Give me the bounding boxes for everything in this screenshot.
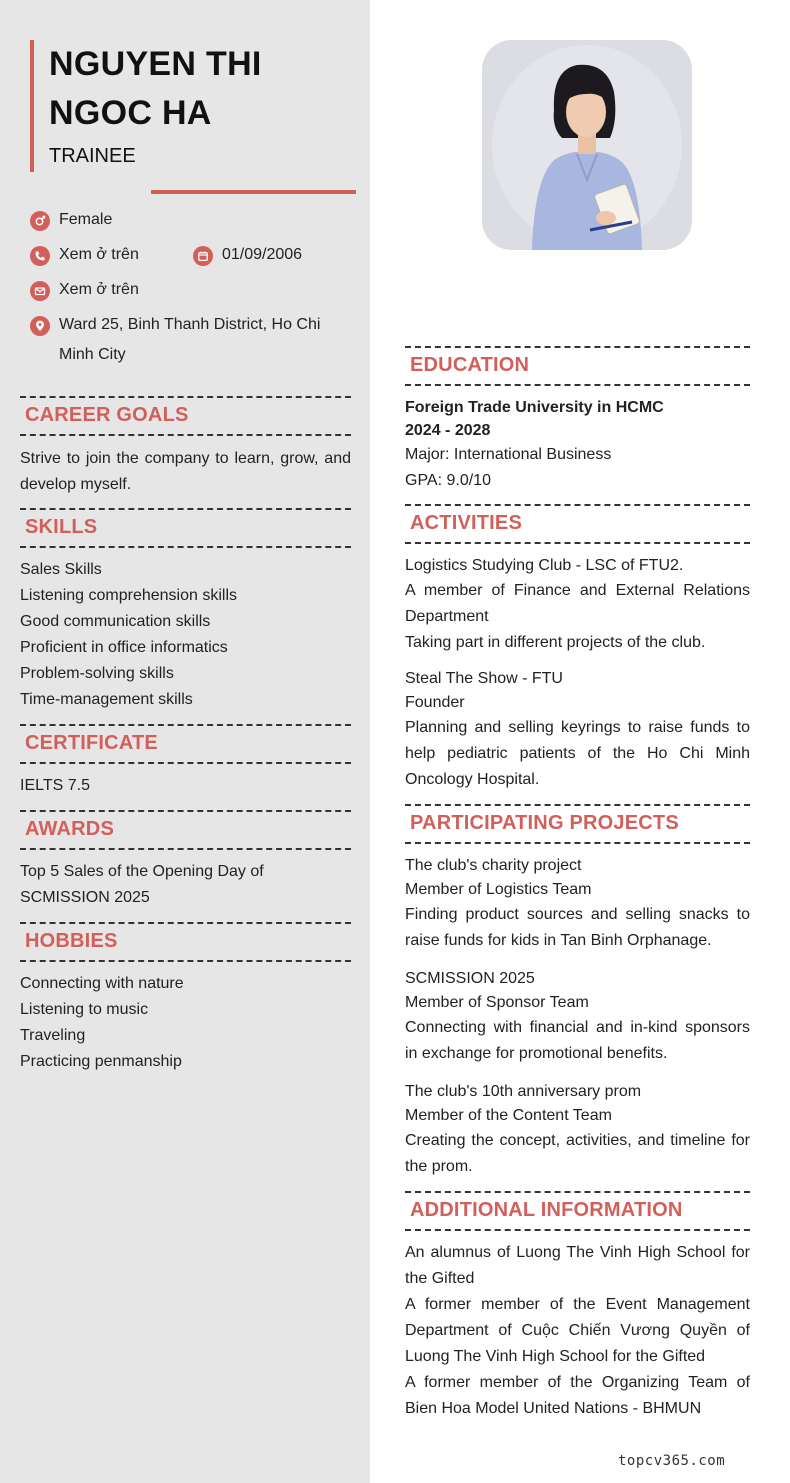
awards-heading	[20, 810, 351, 850]
project-description: Connecting with financial and in-kind sponsors in exchange for promotional benefits.	[405, 1019, 750, 1062]
activity-description: Planning and selling keyrings to raise funds to help pediatric patients of the Ho Chi Minh Oncology Hospital.	[405, 719, 750, 788]
projects-heading	[405, 804, 750, 844]
skill-item: Sales Skills	[20, 561, 102, 578]
project-entry-1	[405, 854, 750, 954]
gender-text: Female	[59, 211, 113, 228]
project-description: Creating the concept, activities, and timeline for the prom.	[405, 1132, 750, 1175]
career-goals-heading	[20, 396, 351, 436]
contact-email	[30, 280, 139, 305]
contact-address	[30, 315, 356, 370]
name-block	[30, 40, 350, 172]
skill-item: Time-management skills	[20, 691, 193, 708]
skills-heading	[20, 508, 351, 548]
hobby-item: Connecting with nature	[20, 975, 184, 992]
education-period: 2024 - 2028	[405, 422, 491, 439]
skill-item: Proficient in office informatics	[20, 639, 228, 656]
education-heading	[405, 346, 750, 386]
activity-entry-2	[405, 667, 750, 793]
hobby-item: Traveling	[20, 1027, 86, 1044]
name-line-1: NGUYEN THI	[49, 45, 262, 83]
project-title: SCMISSION 2025	[405, 970, 535, 987]
hobbies-list	[20, 971, 351, 1075]
additional-item: A former member of the Organizing Team of Bien Hoa Model United Nations - BHMUN	[405, 1374, 750, 1417]
name-divider	[151, 190, 356, 194]
projects-title: PARTICIPATING PROJECTS	[410, 812, 679, 834]
education-title: EDUCATION	[410, 354, 530, 376]
activity-title: Steal The Show - FTU	[405, 670, 563, 687]
additional-heading	[405, 1191, 750, 1231]
skills-list	[20, 557, 351, 713]
additional-item: A former member of the Event Management Department of Cuộc Chiến Vương Quyền of Luong The Vinh High School for the Gifted	[405, 1296, 750, 1365]
project-description: Finding product sources and selling snacks to raise funds for kids in Tan Binh Orphanage.	[405, 906, 750, 949]
phone-icon	[30, 246, 50, 266]
project-role: Member of Sponsor Team	[405, 994, 589, 1011]
career-goals-title: CAREER GOALS	[25, 404, 189, 426]
job-position: TRAINEE	[49, 145, 136, 167]
hobby-item: Listening to music	[20, 1001, 149, 1018]
additional-list	[405, 1240, 750, 1422]
skill-item: Problem-solving skills	[20, 665, 174, 682]
project-role: Member of the Content Team	[405, 1107, 612, 1124]
education-content	[405, 396, 750, 494]
activity-line: A member of Finance and External Relations Department	[405, 582, 750, 625]
certificate-title: CERTIFICATE	[25, 732, 158, 754]
phone-text[interactable]: Xem ở trên	[59, 246, 139, 263]
contact-phone	[30, 245, 139, 270]
activity-role: Founder	[405, 694, 465, 711]
email-text[interactable]: Xem ở trên	[59, 281, 139, 298]
watermark: topcv365.com	[618, 1453, 726, 1469]
career-goals-text: Strive to join the company to learn, grow, and develop myself.	[20, 450, 351, 493]
activities-heading	[405, 504, 750, 544]
education-major: Major: International Business	[405, 446, 612, 463]
project-role: Member of Logistics Team	[405, 881, 592, 898]
project-title: The club's charity project	[405, 857, 582, 874]
hobby-item: Practicing penmanship	[20, 1053, 182, 1070]
name-line-2: NGOC HA	[49, 94, 212, 132]
additional-item: An alumnus of Luong The Vinh High School for the Gifted	[405, 1244, 750, 1287]
skill-item: Good communication skills	[20, 613, 211, 630]
email-icon	[30, 281, 50, 301]
project-title: The club's 10th anniversary prom	[405, 1083, 642, 1100]
awards-title: AWARDS	[25, 818, 114, 840]
hobbies-title: HOBBIES	[25, 930, 118, 952]
address-text: Ward 25, Binh Thanh District, Ho Chi Minh City	[59, 316, 321, 363]
hobbies-heading	[20, 922, 351, 962]
activity-line: Taking part in different projects of the club.	[405, 634, 706, 651]
profile-photo	[482, 40, 692, 250]
activity-entry-1	[405, 554, 750, 656]
calendar-icon	[193, 246, 213, 266]
activity-title: Logistics Studying Club - LSC of FTU2.	[405, 557, 684, 574]
full-name	[49, 40, 350, 138]
education-gpa: GPA: 9.0/10	[405, 472, 491, 489]
certificate-list	[20, 773, 351, 799]
gender-icon	[30, 211, 50, 231]
school-name: Foreign Trade University in HCMC	[405, 399, 664, 416]
certificate-heading	[20, 724, 351, 764]
contact-birthday	[193, 245, 302, 270]
contact-gender	[30, 210, 112, 235]
skills-title: SKILLS	[25, 516, 98, 538]
project-entry-2	[405, 967, 750, 1067]
additional-title: ADDITIONAL INFORMATION	[410, 1199, 683, 1221]
project-entry-3	[405, 1080, 750, 1180]
activities-title: ACTIVITIES	[410, 512, 523, 534]
awards-text: Top 5 Sales of the Opening Day of SCMISSION 2025	[20, 863, 264, 906]
skill-item: Listening comprehension skills	[20, 587, 237, 604]
birthday-text: 01/09/2006	[222, 246, 303, 263]
certificate-item: IELTS 7.5	[20, 777, 90, 794]
location-icon	[30, 316, 50, 336]
